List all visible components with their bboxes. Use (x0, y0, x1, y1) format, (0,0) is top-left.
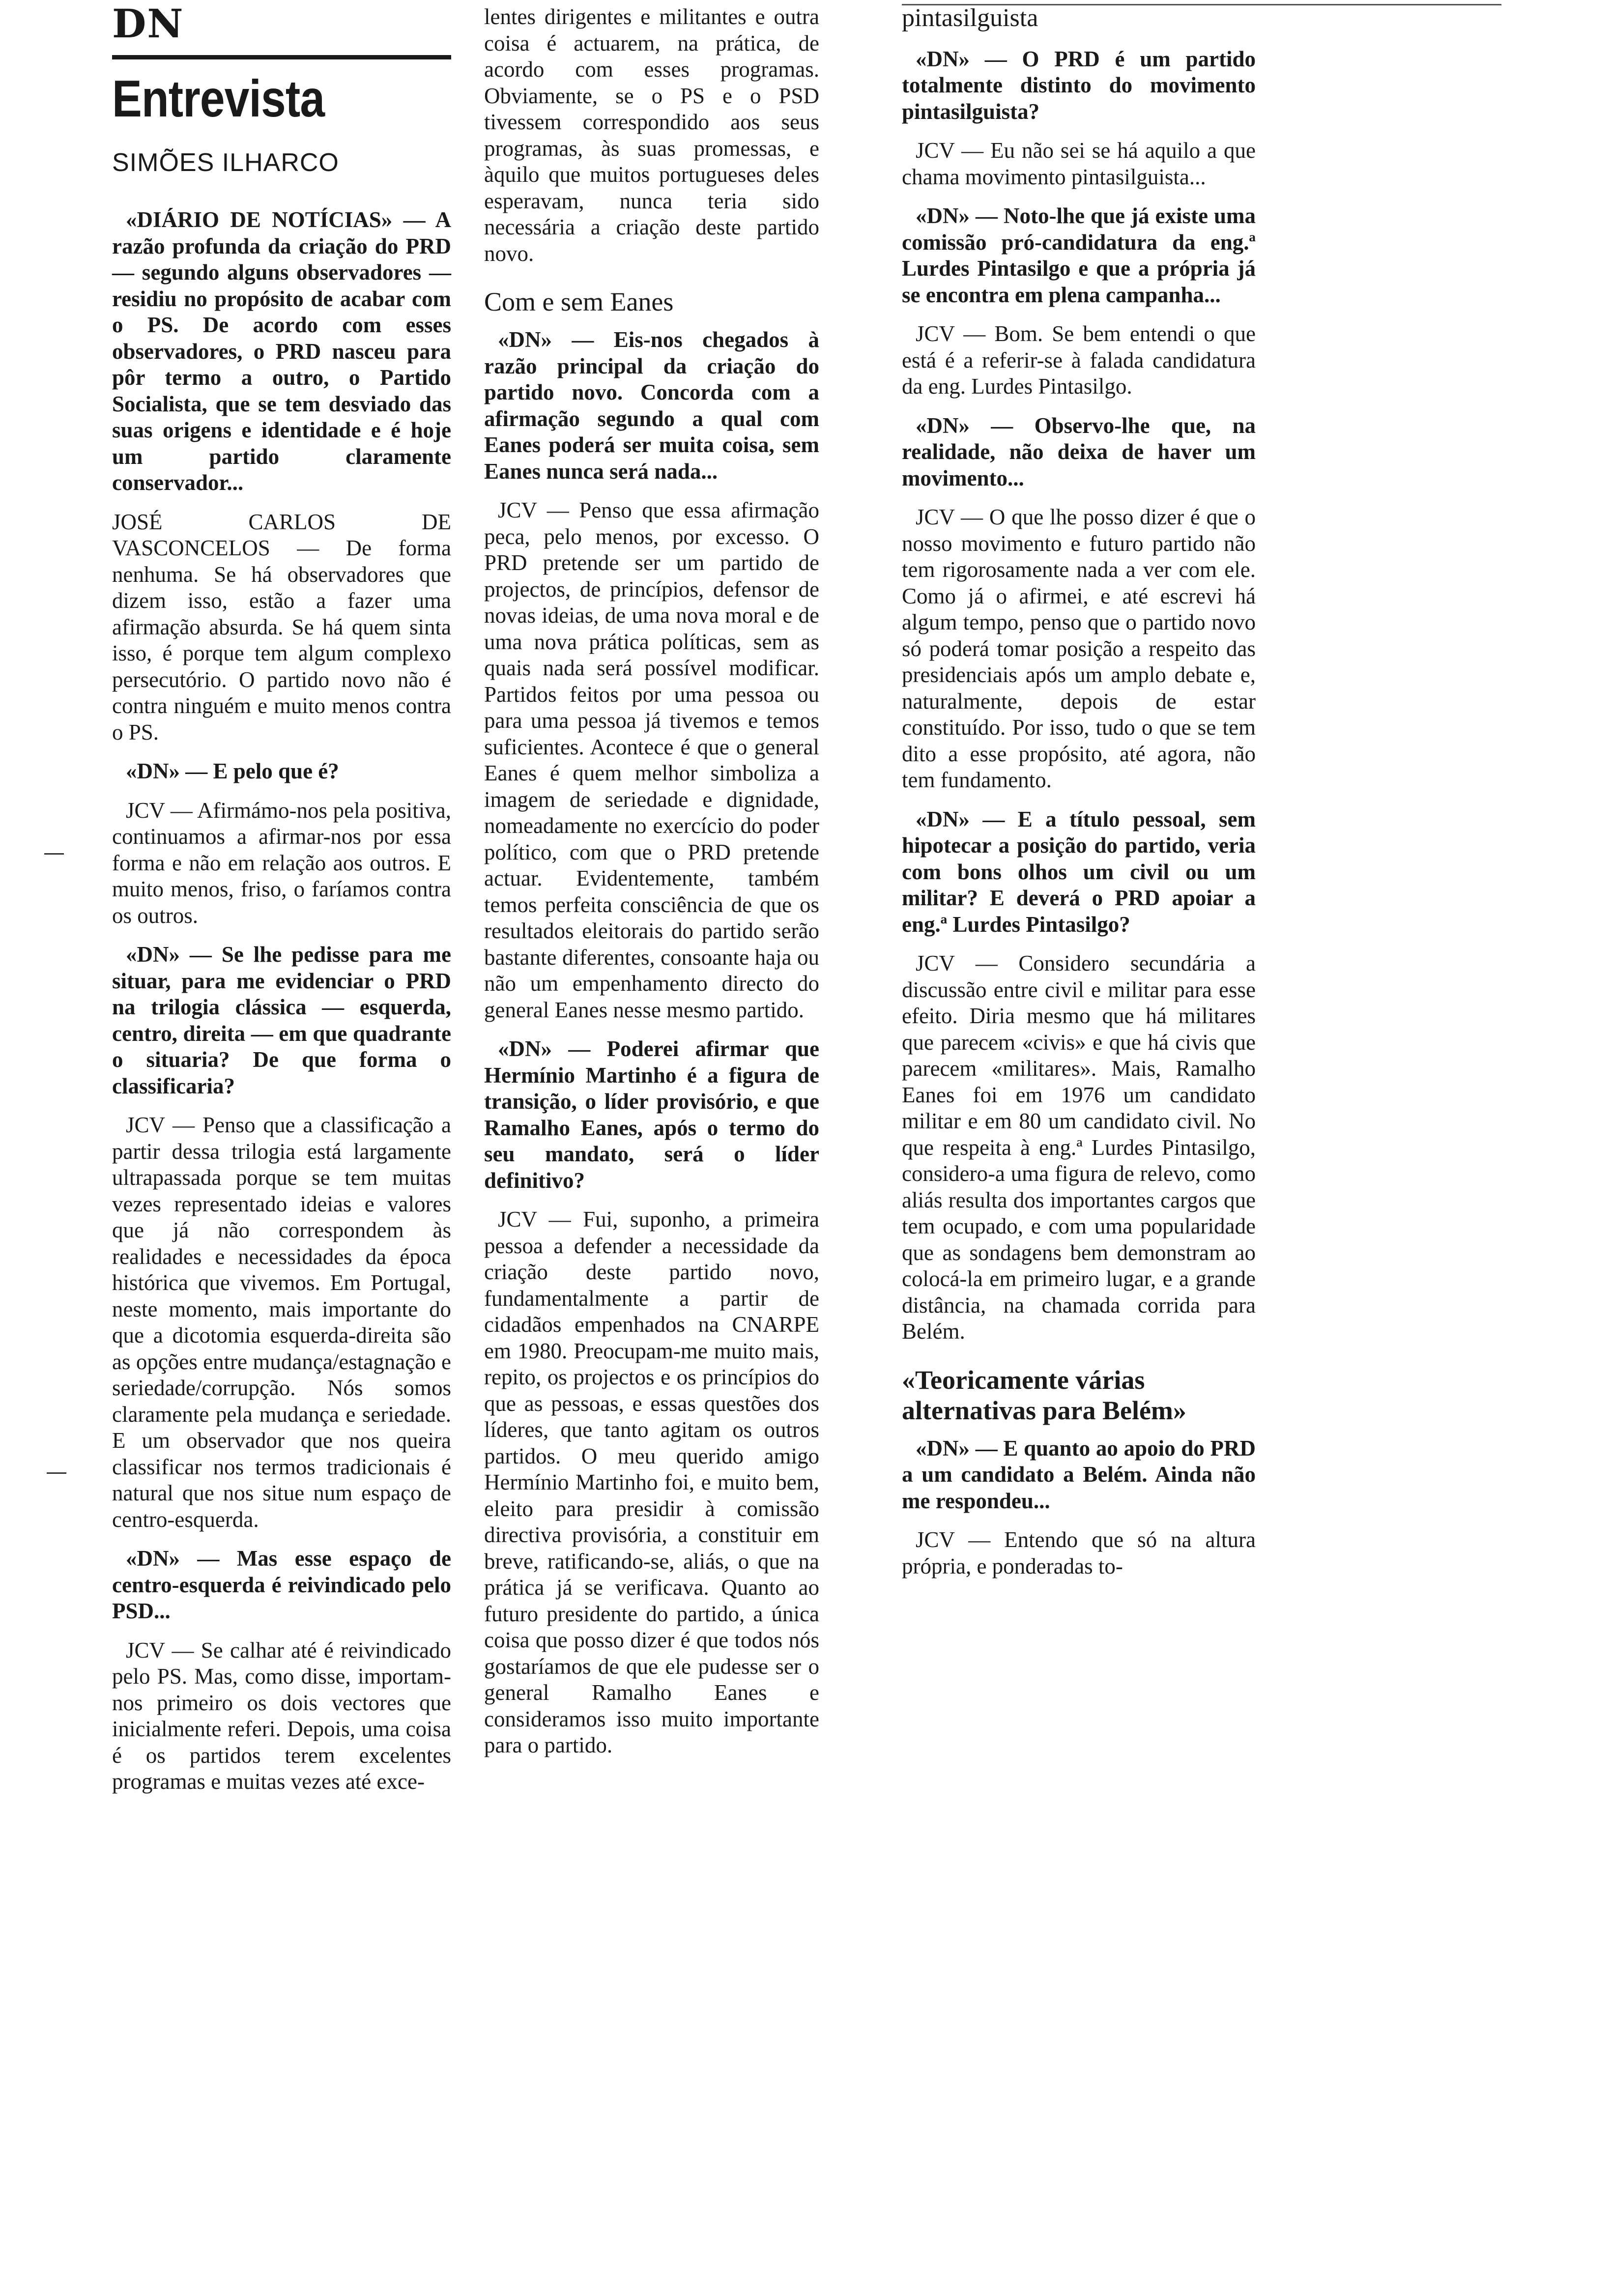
masthead-logo: DN (112, 0, 184, 47)
article-paragraph: «DN» — E pelo que é? (126, 759, 339, 783)
article-paragraph: «DN» — O PRD é um partido totalmente distinto do movimento pintasilguista? (902, 46, 1256, 124)
section-title: Entrevista (112, 70, 325, 128)
section-rule (112, 55, 451, 59)
article-paragraph: JCV — Considero secundária a discussão entre civil e militar para esse efeito. Diria mesmo que há militares que parecem «civis» e que há civis que parecem «militares». Mais, Ramalho Eanes foi em 1976 um candidato militar e em 80 um candidato civil. No que respeita à eng.ª Lurdes Pintasilgo, considero-a uma figura de relevo, como aliás resulta dos importantes cargos que tem ocupado, e com uma popularidade que as sondagens bem demonstram ao colocá-la em primeiro lugar, e a grande distância, na chamada corrida para Belém. (902, 951, 1256, 1344)
article-paragraph: «DN» — Eis-nos chegados à razão principal da criação do partido novo. Concorda com a afirmação segundo a qual com Eanes poderá ser muita coisa, sem Eanes nunca será nada... (484, 327, 819, 484)
scan-mark (44, 853, 64, 855)
subheading: Com e sem Eanes (484, 287, 674, 316)
article-paragraph: «DN» — E a título pessoal, sem hipotecar a posição do partido, veria com bons olhos um civil ou um militar? E deverá o PRD apoiar a eng.ª Lurdes Pintasilgo? (902, 806, 1256, 937)
article-paragraph: JCV — O que lhe posso dizer é que o nosso movimento e futuro partido não tem rigorosamente nada a ver com ele. Como já o afirmei, e até escrevi há algum tempo, penso que o partido novo só poderá tomar posição a respeito das presidenciais após um amplo debate e, naturalmente, depois de estar constituído. Por isso, tudo o que se tem dito a esse propósito, até agora, não tem fundamento. (902, 505, 1256, 792)
article-paragraph: JCV — Penso que essa afirmação peca, pelo menos, por excesso. O PRD pretende ser um partido de projectos, de princípios, defensor de novas ideias, de uma nova moral e de uma nova prática políticas, sem as quais nada será possível modificar. Partidos feitos por uma pessoa ou para uma pessoa já tivemos e temos suficientes. Acontece é que o general Eanes é quem melhor simboliza a imagem de seriedade e dignidade, nomeadamente no exercício do poder político, com que o PRD pretende actuar. Evidentemente, também temos perfeita consciência de que os resultados eleitorais do partido serão bastante diferentes, consoante haja ou não um empenhamento directo do general Eanes nesse mesmo partido. (484, 498, 819, 1022)
article-paragraph: pintasilguista (902, 4, 1038, 32)
article-paragraph: JOSÉ CARLOS DE VASCONCELOS — De forma nenhuma. Se há observadores que dizem isso, estão a fazer uma afirmação absurda. Se há quem sinta isso, é porque tem algum complexo persecutório. O partido novo não é contra ninguém e muito menos contra o PS. (112, 509, 451, 745)
article-paragraph: «DN» — Mas esse espaço de centro-esquerda é reivindicado pelo PSD... (112, 1546, 451, 1623)
article-paragraph: «DN» — Noto-lhe que já existe uma comissão pró-candidatura da eng.ª Lurdes Pintasilgo e que a própria já se encontra em plena campanha... (902, 203, 1256, 307)
scan-mark (47, 1472, 66, 1474)
byline: SIMÕES ILHARCO (112, 148, 339, 177)
article-paragraph: «DN» — Observo-lhe que, na realidade, não deixa de haver um movimento... (902, 413, 1256, 490)
column-3 (902, 0, 1256, 1592)
article-paragraph: JCV — Eu não sei se há aquilo a que chama movimento pintasilguista... (902, 138, 1256, 189)
column-1 (112, 0, 451, 1808)
article-paragraph: JCV — Entendo que só na altura própria, e ponderadas to- (902, 1527, 1256, 1578)
article-paragraph: «DIÁRIO DE NOTÍCIAS» — A razão profunda da criação do PRD — segundo alguns observadores — residiu no propósito de acabar com o PS. De acordo com esses observadores, o PRD nasceu para pôr termo a outro, o Partido Socialista, que se tem desviado das suas origens e identidade e é hoje um partido claramente conservador... (112, 207, 451, 495)
article-paragraph: JCV — Bom. Se bem entendi o que está é a referir-se à falada candidatura da eng. Lurdes Pintasilgo. (902, 321, 1256, 399)
column-1-body (112, 207, 451, 1795)
article-paragraph: «DN» — E quanto ao apoio do PRD a um candidato a Belém. Ainda não me respondeu... (902, 1435, 1256, 1513)
subheading: «Teoricamente várias alternativas para Belém» (902, 1365, 1186, 1425)
column-2-body (484, 4, 819, 1759)
article-paragraph: «DN» — Poderei afirmar que Hermínio Martinho é a figura de transição, o líder provisório, e que Ramalho Eanes, após o termo do seu mandato, será o líder definitivo? (484, 1036, 819, 1193)
article-paragraph: JCV — Fui, suponho, a primeira pessoa a defender a necessidade da criação deste partido novo, fundamentalmente a partir de cidadãos empenhados na CNARPE em 1980. Preocupam-me muito mais, repito, os projectos e os princípios do que as pessoas, e essas questões dos líderes, que tanto agitam os outros partidos. O meu querido amigo Hermínio Martinho foi, e muito bem, eleito para presidir à comissão directiva provisória, a constituir em breve, ratificando-se, aliás, o que na prática já se verificava. Quanto ao futuro presidente do partido, a única coisa que posso dizer é que todos nós gostaríamos de que ele pudesse ser o general Ramalho Eanes e consideramos isso muito importante para o partido. (484, 1207, 819, 1757)
article-paragraph: JCV — Penso que a classificação a partir dessa trilogia está largamente ultrapassada porque se tem muitas vezes representado ideias e valores que já não correspondem às realidades e necessidades da época histórica que vivemos. Em Portugal, neste momento, mais importante do que a dicotomia esquerda-direita são as opções entre mudança/estagnação e seriedade/corrupção. Nós somos claramente pela mudança e seriedade. E um observador que nos queira classificar nos termos tradicionais é natural que nos situe num espaço de centro-esquerda. (112, 1113, 451, 1532)
article-paragraph: «DN» — Se lhe pedisse para me situar, para me evidenciar o PRD na trilogia clássica — esquerda, centro, direita — em que quadrante o situaria? De que forma o classificaria? (112, 942, 451, 1098)
column-3-body (902, 5, 1256, 1579)
article-paragraph: JCV — Afirmámo-nos pela positiva, continuamos a afirmar-nos por essa forma e não em relação aos outros. E muito menos, friso, o faríamos contra os outros. (112, 798, 451, 928)
article-paragraph: JCV — Se calhar até é reivindicado pelo PS. Mas, como disse, importam-nos primeiro os dois vectores que inicialmente referi. Depois, uma coisa é os partidos terem excelentes programas e muitas vezes até exce- (112, 1637, 451, 1794)
article-paragraph: lentes dirigentes e militantes e outra coisa é actuarem, na prática, de acordo com esses programas. Obviamente, se o PS e o PSD tivessem correspondido aos seus programas, às suas promessas, e àquilo que muitos portugueses deles esperavam, nunca teria sido necessária a criação deste partido novo. (484, 4, 819, 266)
column-2 (484, 4, 819, 1772)
